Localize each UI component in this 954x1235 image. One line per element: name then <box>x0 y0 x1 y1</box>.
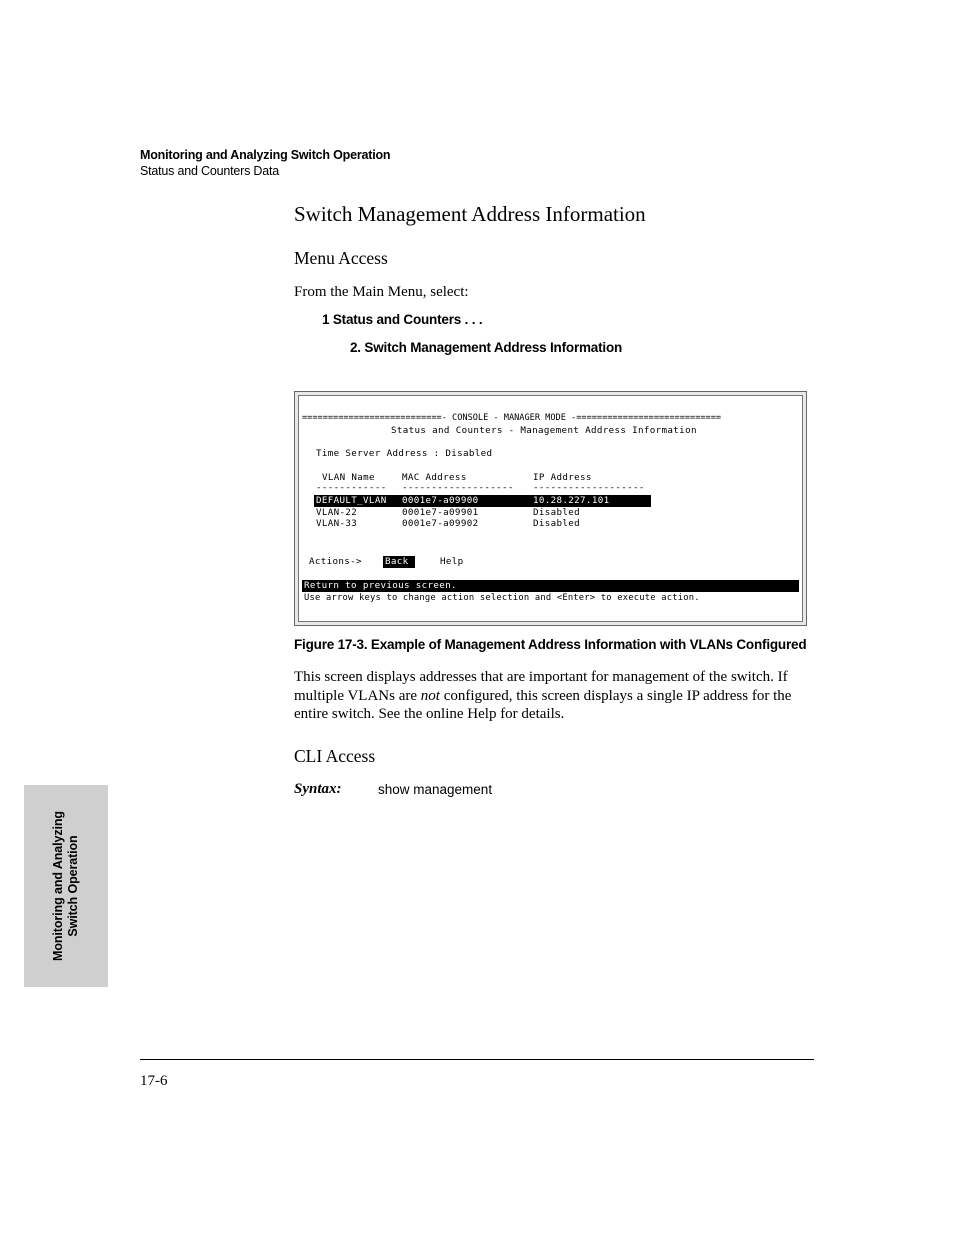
column-underline-vlan: ------------ <box>316 482 387 493</box>
column-underline-mac: ------------------- <box>402 482 514 493</box>
hint-line: Use arrow keys to change action selection and <Enter> to execute action. <box>304 593 700 603</box>
column-header-vlan-name: VLAN Name <box>322 472 375 483</box>
vlan-row-mac: 0001e7-a09900 <box>402 495 479 506</box>
column-header-mac-address: MAC Address <box>402 472 467 483</box>
cli-access-heading: CLI Access <box>294 746 376 766</box>
vlan-row-ip: Disabled <box>533 507 581 518</box>
vlan-row-mac: 0001e7-a09901 <box>402 507 479 518</box>
syntax-label: Syntax: <box>294 781 342 797</box>
body-text-emphasis: not <box>420 687 440 704</box>
vlan-row-ip: 10.28.227.101 <box>533 495 610 506</box>
side-tab-line2: Switch Operation <box>66 835 80 937</box>
side-tab-label <box>51 811 81 961</box>
page-number: 17-6 <box>140 1073 168 1089</box>
body-text-part2: configured, this screen displays a single IP address for the entire switch. See the online Help for details. <box>294 687 792 722</box>
figure-caption: Figure 17-3. Example of Management Address Information with VLANs Configured <box>294 637 807 652</box>
actions-label: Actions-> <box>309 556 362 567</box>
footer-rule <box>140 1059 814 1060</box>
menu-step-2: 2. Switch Management Address Information <box>350 340 623 355</box>
running-header-chapter: Monitoring and Analyzing Switch Operation <box>140 148 391 162</box>
console-screen <box>298 395 803 622</box>
menu-step-1: 1 Status and Counters . . . <box>322 312 483 327</box>
help-button[interactable]: Help <box>440 556 464 567</box>
status-line: Return to previous screen. <box>304 580 457 591</box>
body-text-part1: This screen displays addresses that are important for management of the switch. If multiple VLANs are <box>294 669 788 704</box>
vlan-row-name[interactable]: VLAN-33 <box>316 518 358 529</box>
vlan-row-mac: 0001e7-a09902 <box>402 518 479 529</box>
column-header-ip-address: IP Address <box>533 472 592 483</box>
side-tab-line1: Monitoring and Analyzing <box>51 811 65 961</box>
vlan-row-ip: Disabled <box>533 518 581 529</box>
page-title: Switch Management Address Information <box>294 202 646 226</box>
syntax-command: show management <box>378 782 493 797</box>
menu-access-intro: From the Main Menu, select: <box>294 284 469 300</box>
running-header-section: Status and Counters Data <box>140 164 280 178</box>
body-paragraph <box>294 668 819 724</box>
console-banner: ===========================- CONSOLE - MANAGER MODE -============================ <box>302 413 722 423</box>
back-button[interactable]: Back <box>385 556 409 567</box>
vlan-row-name[interactable]: VLAN-22 <box>316 507 358 518</box>
column-underline-ip: ------------------- <box>533 482 645 493</box>
time-server-line: Time Server Address : Disabled <box>316 448 493 459</box>
console-screen-title: Status and Counters - Management Address Information <box>391 425 697 436</box>
vlan-row-name[interactable]: DEFAULT_VLAN <box>316 495 387 506</box>
chapter-side-tab <box>24 785 108 987</box>
menu-access-heading: Menu Access <box>294 248 388 268</box>
